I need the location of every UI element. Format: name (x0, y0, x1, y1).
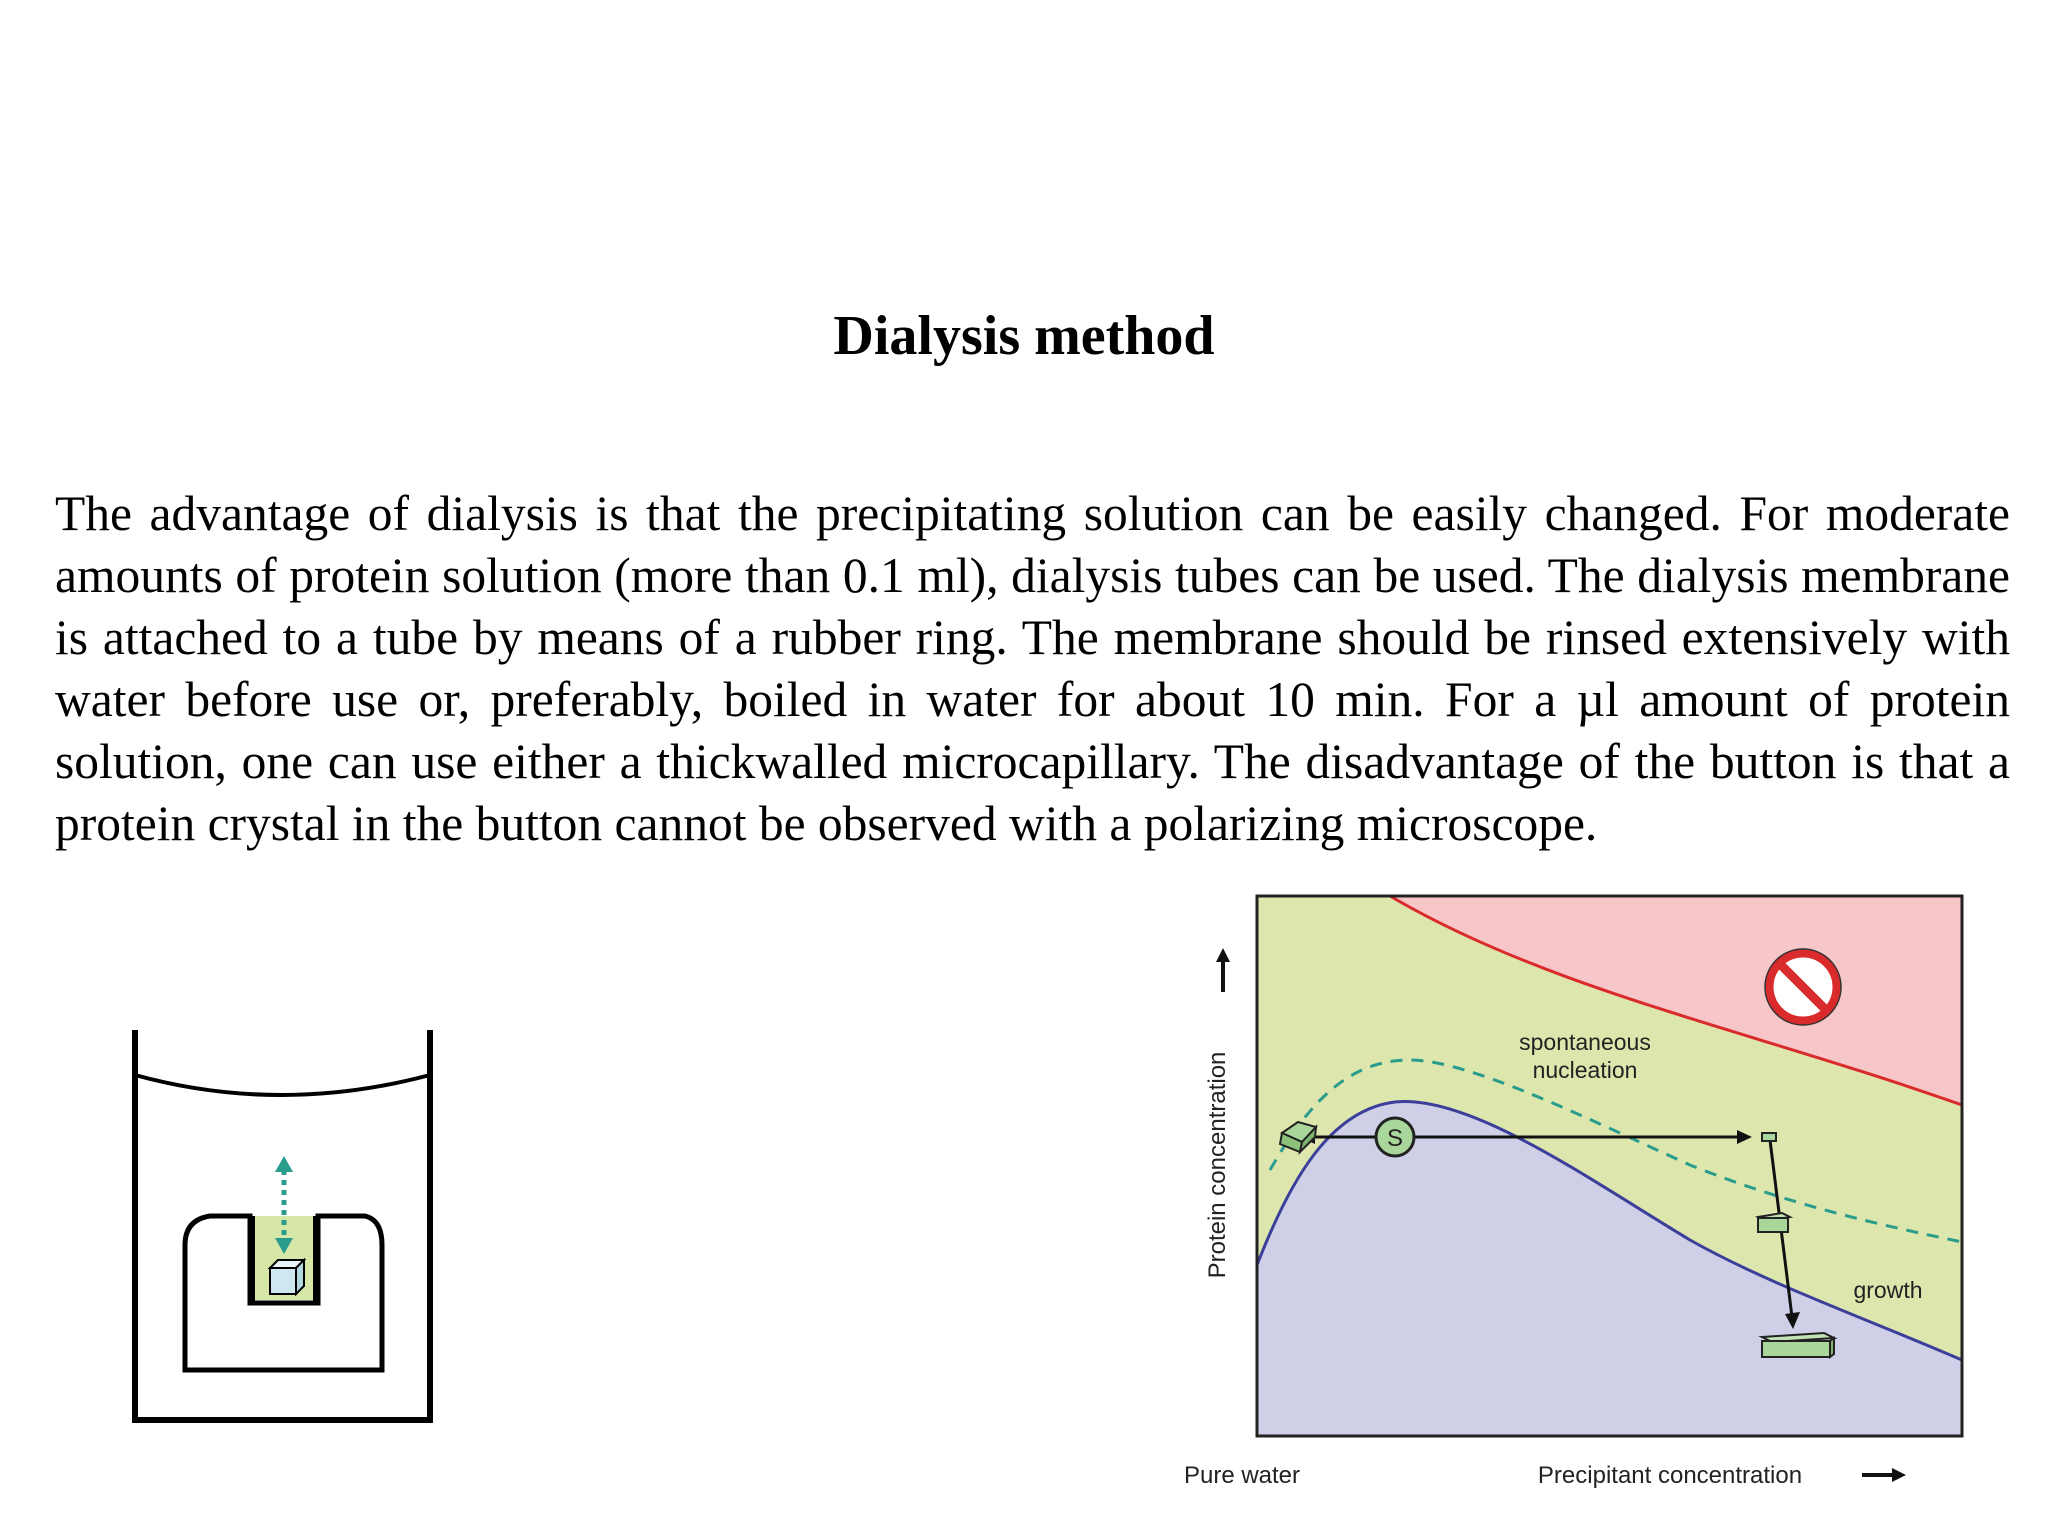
start-marker-label: S (1386, 1125, 1404, 1152)
x-axis-start-label: Pure water (1183, 1462, 1301, 1489)
crystal-small-icon (1762, 1133, 1776, 1141)
exchange-arrow-icon (275, 1156, 293, 1254)
x-axis-arrow-icon (1862, 1468, 1906, 1482)
no-entry-icon (1765, 949, 1841, 1025)
nucleation-label-line2: nucleation (1532, 1057, 1638, 1083)
dialysis-button-illustration (120, 1020, 460, 1450)
body-paragraph: The advantage of dialysis is that the precipitating solution can be easily changed. For moderate amounts of protein solution (more than 0.1 ml), dialysis tubes can be used. The dialysis membrane is attached to a tube by means of a rubber ring. The membrane should be rinsed extensively with water before use or, preferably, boiled in water for about 10 min. For a µl amount of protein solution, one can use either a thickwalled microcapillary. The disadvantage of the button is that a protein crystal in the button cannot be observed with a polarizing microscope. (55, 486, 2010, 851)
y-axis-label: Protein concentration (1204, 1051, 1231, 1279)
slide-title: Dialysis method (833, 305, 1215, 367)
start-marker (1376, 1118, 1414, 1156)
growth-label: growth (1853, 1277, 1923, 1303)
phase-diagram (1170, 880, 1990, 1510)
solution-meniscus (135, 1075, 430, 1095)
crystal-medium-icon (1758, 1213, 1790, 1232)
x-axis-label: Precipitant concentration (1537, 1462, 1803, 1489)
crystal-large-icon (1762, 1333, 1834, 1357)
nucleation-label-line1: spontaneous (1519, 1029, 1651, 1055)
crystal-icon (270, 1260, 304, 1294)
y-axis-arrow-icon (1216, 948, 1230, 992)
